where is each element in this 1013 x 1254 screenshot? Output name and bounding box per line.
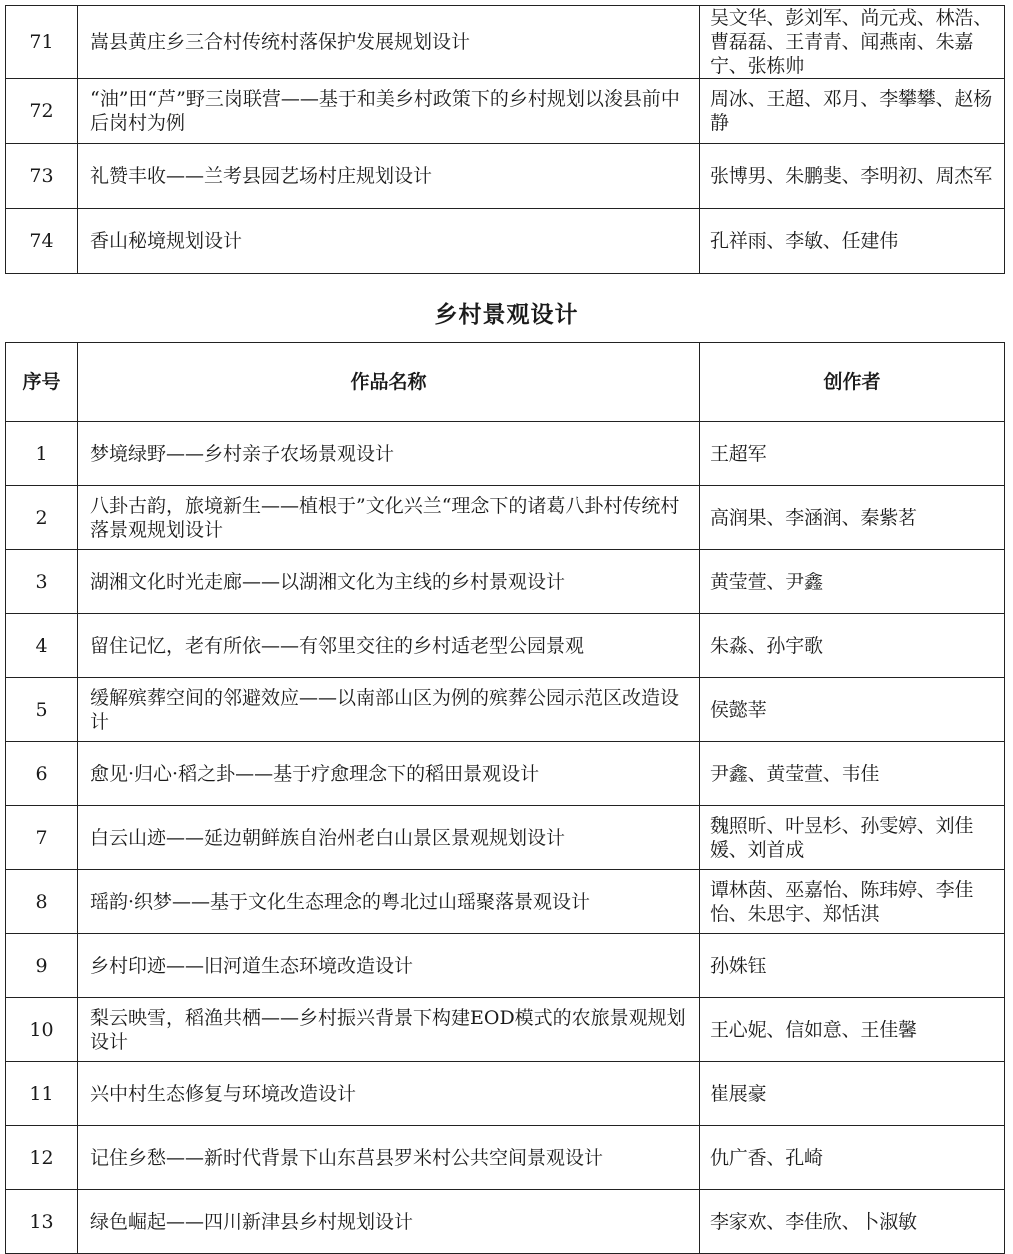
row-number: 8 [6, 870, 78, 934]
row-number: 2 [6, 486, 78, 550]
table-row [6, 550, 1005, 614]
table-row [6, 998, 1005, 1062]
row-number: 9 [6, 934, 78, 998]
table-row [6, 209, 1005, 274]
work-title: 兴中村生态修复与环境改造设计 [78, 1062, 700, 1126]
top-table [5, 5, 1005, 274]
table-row [6, 742, 1005, 806]
authors-cell: 张博男、朱鹏斐、李明初、周杰军 [700, 144, 1005, 209]
row-number: 10 [6, 998, 78, 1062]
work-title: 梦境绿野——乡村亲子农场景观设计 [78, 422, 700, 486]
table-row [6, 614, 1005, 678]
authors-cell: 崔展豪 [700, 1062, 1005, 1126]
row-number: 3 [6, 550, 78, 614]
row-number: 12 [6, 1126, 78, 1190]
work-title: 绿色崛起——四川新津县乡村规划设计 [78, 1190, 700, 1254]
work-title: 瑶韵·织梦——基于文化生态理念的粤北过山瑶聚落景观设计 [78, 870, 700, 934]
row-number: 74 [6, 209, 78, 274]
authors-cell: 高润果、李涵润、秦紫茗 [700, 486, 1005, 550]
work-title: 缓解殡葬空间的邻避效应——以南部山区为例的殡葬公园示范区改造设计 [78, 678, 700, 742]
work-title: 嵩县黄庄乡三合村传统村落保护发展规划设计 [78, 6, 700, 79]
section-title: 乡村景观设计 [434, 302, 579, 328]
row-number: 4 [6, 614, 78, 678]
authors-cell: 谭林茵、巫嘉怡、陈玮婷、李佳怡、朱思宇、郑恬淇 [700, 870, 1005, 934]
top-table-body [6, 6, 1005, 274]
authors-cell: 仇广香、孔崎 [700, 1126, 1005, 1190]
authors-cell: 魏照昕、叶昱杉、孙雯婷、刘佳媛、刘首成 [700, 806, 1005, 870]
work-title: 礼赞丰收——兰考县园艺场村庄规划设计 [78, 144, 700, 209]
work-title: 愈见·归心·稻之卦——基于疗愈理念下的稻田景观设计 [78, 742, 700, 806]
bottom-table [5, 342, 1005, 1254]
row-number: 11 [6, 1062, 78, 1126]
authors-cell: 朱淼、孙宇歌 [700, 614, 1005, 678]
authors-cell: 李家欢、李佳欣、卜淑敏 [700, 1190, 1005, 1254]
header-row [6, 343, 1005, 422]
table-row [6, 1190, 1005, 1254]
table-row [6, 678, 1005, 742]
table-row [6, 806, 1005, 870]
header-authors: 创作者 [700, 343, 1005, 422]
work-title: 白云山迹——延边朝鲜族自治州老白山景区景观规划设计 [78, 806, 700, 870]
table-row [6, 422, 1005, 486]
header-no: 序号 [6, 343, 78, 422]
row-number: 7 [6, 806, 78, 870]
work-title: 八卦古韵，旅境新生——植根于”文化兴兰“理念下的诸葛八卦村传统村落景观规划设计 [78, 486, 700, 550]
row-number: 6 [6, 742, 78, 806]
authors-cell: 孙姝钰 [700, 934, 1005, 998]
row-number: 73 [6, 144, 78, 209]
row-number: 72 [6, 79, 78, 144]
authors-cell: 周冰、王超、邓月、李攀攀、赵杨静 [700, 79, 1005, 144]
authors-cell: 侯懿莘 [700, 678, 1005, 742]
work-title: 香山秘境规划设计 [78, 209, 700, 274]
authors-cell: 孔祥雨、李敏、任建伟 [700, 209, 1005, 274]
authors-cell: 王心妮、信如意、王佳馨 [700, 998, 1005, 1062]
row-number: 5 [6, 678, 78, 742]
work-title: 留住记忆，老有所依——有邻里交往的乡村适老型公园景观 [78, 614, 700, 678]
table-row [6, 144, 1005, 209]
work-title: 乡村印迹——旧河道生态环境改造设计 [78, 934, 700, 998]
table-row [6, 1062, 1005, 1126]
work-title: 梨云映雪，稻渔共栖——乡村振兴背景下构建EOD模式的农旅景观规划设计 [78, 998, 700, 1062]
authors-cell: 尹鑫、黄莹萱、韦佳 [700, 742, 1005, 806]
table-row [6, 934, 1005, 998]
bottom-table-body [6, 422, 1005, 1254]
table-row [6, 79, 1005, 144]
row-number: 71 [6, 6, 78, 79]
authors-cell: 吴文华、彭刘军、尚元戎、林浩、曹磊磊、王青青、闻燕南、朱嘉宁、张栋帅 [700, 6, 1005, 79]
table-row [6, 6, 1005, 79]
authors-cell: 黄莹萱、尹鑫 [700, 550, 1005, 614]
header-title: 作品名称 [78, 343, 700, 422]
table-row [6, 486, 1005, 550]
table-row [6, 1126, 1005, 1190]
work-title: 记住乡愁——新时代背景下山东莒县罗米村公共空间景观设计 [78, 1126, 700, 1190]
work-title: 湖湘文化时光走廊——以湖湘文化为主线的乡村景观设计 [78, 550, 700, 614]
row-number: 1 [6, 422, 78, 486]
authors-cell: 王超军 [700, 422, 1005, 486]
row-number: 13 [6, 1190, 78, 1254]
work-title: “油”田“芦”野三岗联营——基于和美乡村政策下的乡村规划以浚县前中后岗村为例 [78, 79, 700, 144]
table-row [6, 870, 1005, 934]
